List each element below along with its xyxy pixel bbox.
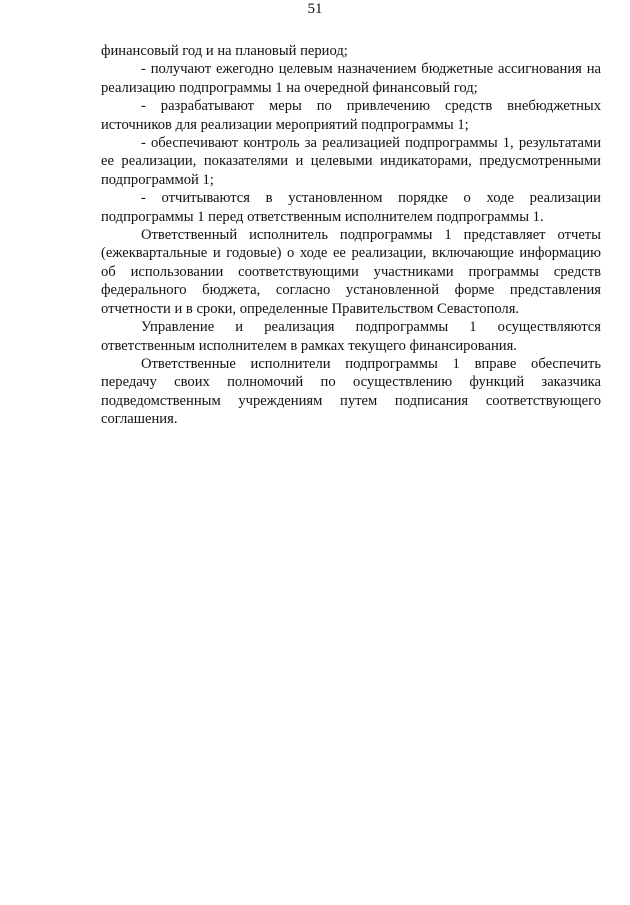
paragraph: Ответственные исполнители подпрограммы 1 вправе обеспечить передачу своих полномочий по осуществлению функций заказчика подведомственным учреждениям путем подписания соответствующего соглашения. <box>101 355 601 428</box>
body-text <box>101 42 601 429</box>
paragraph: Управление и реализация подпрограммы 1 осуществляются ответственным исполнителем в рамках текущего финансирования. <box>101 319 601 354</box>
page-number: 51 <box>307 1 323 17</box>
list-item: - получают ежегодно целевым назначением бюджетные ассигнования на реализацию подпрограммы 1 на очередной финансовый год; <box>101 61 601 96</box>
paragraph: финансовый год и на плановый период; <box>101 43 348 59</box>
list-item: - отчитываются в установленном порядке о ходе реализации подпрограммы 1 перед ответственным исполнителем подпрограммы 1. <box>101 190 601 225</box>
list-item: - разрабатывают меры по привлечению средств внебюджетных источников для реализации мероприятий подпрограммы 1; <box>101 98 601 133</box>
paragraph: Ответственный исполнитель подпрограммы 1 представляет отчеты (ежеквартальные и годовые) о ходе ее реализации, включающие информацию об использовании соответствующими участниками программы средств федерального бюджета, согласно установленной форме представления отчетности и в сроки, определенные Правительством Севастополя. <box>101 227 601 317</box>
list-item: - обеспечивают контроль за реализацией подпрограммы 1, результатами ее реализации, показателями и целевыми индикаторами, предусмотренными подпрограммой 1; <box>101 135 601 188</box>
